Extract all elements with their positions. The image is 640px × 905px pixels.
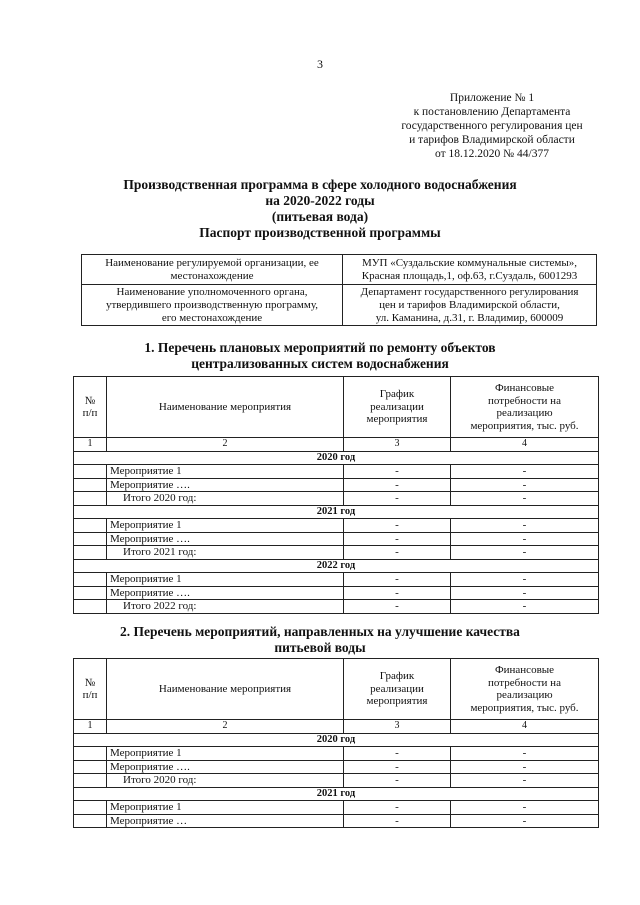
schedule-value: - [344, 478, 451, 492]
year-row [74, 733, 599, 747]
passport-row [82, 285, 597, 326]
finance-value: - [451, 747, 599, 761]
cell-text: реализацию [496, 689, 553, 701]
row-num [74, 546, 107, 560]
schedule-value: - [344, 774, 451, 788]
title-line: на 2020-2022 годы [265, 193, 375, 208]
column-number-row [74, 438, 599, 452]
cell-text: Наименование регулируемой организации, ее [105, 256, 319, 269]
year-label: 2020 год [74, 451, 599, 465]
schedule-value: - [344, 573, 451, 587]
event-name: Мероприятие …. [107, 532, 344, 546]
total-row [74, 492, 599, 506]
schedule-value: - [344, 600, 451, 614]
schedule-value: - [344, 546, 451, 560]
cell-text: реализации [370, 400, 424, 413]
cell-text: цен и тарифов Владимирской области, [379, 298, 560, 311]
cell-text: потребности на [488, 394, 561, 407]
finance-value: - [451, 774, 599, 788]
column-number: 3 [344, 438, 451, 452]
table-row [74, 586, 599, 600]
appendix-line: Приложение № 1 [449, 92, 535, 104]
title-line: (питьевая вода) [271, 209, 369, 224]
finance-value: - [451, 492, 599, 506]
finance-value: - [451, 586, 599, 600]
cell-text: мероприятия, тыс. руб. [470, 701, 579, 714]
schedule-value: - [344, 532, 451, 546]
header-schedule [344, 659, 451, 720]
row-num [74, 801, 107, 815]
finance-value: - [451, 573, 599, 587]
event-name: Мероприятие …. [107, 478, 344, 492]
table-row [74, 519, 599, 533]
cell-text: п/п [82, 407, 98, 419]
cell-text: МУП «Суздальские коммунальные системы», [361, 256, 578, 269]
cell-text: График [379, 670, 415, 683]
table-header-row [74, 377, 599, 438]
column-number: 2 [107, 438, 344, 452]
finance-value: - [451, 465, 599, 479]
event-name: Мероприятие 1 [107, 465, 344, 479]
column-number: 1 [74, 720, 107, 734]
appendix-header [387, 91, 597, 161]
title-line: Паспорт производственной программы [199, 225, 441, 240]
column-number: 1 [74, 438, 107, 452]
row-num [74, 747, 107, 761]
total-label: Итого 2022 год: [107, 600, 344, 614]
event-name: Мероприятие 1 [107, 573, 344, 587]
cell-text: ул. Каманина, д.31, г. Владимир, 600009 [375, 311, 564, 324]
row-num [74, 586, 107, 600]
cell-text: Департамент государственного регулирования [360, 285, 579, 298]
table-row [74, 478, 599, 492]
finance-value: - [451, 801, 599, 815]
cell-text: Наименование уполномоченного органа, [116, 285, 308, 298]
cell-text: потребности на [488, 676, 561, 689]
passport-table [81, 254, 597, 326]
total-label: Итого 2020 год: [107, 492, 344, 506]
event-name: Мероприятие …. [107, 760, 344, 774]
title-line: централизованных систем водоснабжения [191, 356, 449, 371]
row-num [74, 814, 107, 828]
schedule-value: - [344, 801, 451, 815]
cell-text: местонахождение [170, 269, 254, 282]
row-num [74, 573, 107, 587]
table-header-row [74, 659, 599, 720]
total-row [74, 546, 599, 560]
row-num [74, 774, 107, 788]
document-title [60, 177, 580, 241]
event-name: Мероприятие … [107, 814, 344, 828]
cell-text: реализацию [496, 407, 553, 419]
event-name: Мероприятие 1 [107, 801, 344, 815]
total-label: Итого 2021 год: [107, 546, 344, 560]
cell-text: реализации [370, 682, 424, 695]
finance-value: - [451, 519, 599, 533]
appendix-line: и тарифов Владимирской области [409, 134, 575, 146]
event-name: Мероприятие 1 [107, 519, 344, 533]
cell-text: Финансовые [494, 382, 555, 394]
finance-value: - [451, 532, 599, 546]
passport-value [343, 255, 597, 285]
row-num [74, 478, 107, 492]
header-name: Наименование мероприятия [107, 377, 344, 438]
page-number: 3 [317, 57, 323, 71]
passport-row [82, 255, 597, 285]
row-num [74, 519, 107, 533]
year-label: 2021 год [74, 505, 599, 519]
row-num [74, 600, 107, 614]
column-number: 4 [451, 438, 599, 452]
finance-value: - [451, 760, 599, 774]
header-name: Наименование мероприятия [107, 659, 344, 720]
table-row [74, 814, 599, 828]
year-label: 2022 год [74, 559, 599, 573]
year-label: 2020 год [74, 733, 599, 747]
cell-text: его местонахождение [161, 311, 263, 324]
table-row [74, 747, 599, 761]
header-finance [451, 377, 599, 438]
cell-text: мероприятия [366, 413, 428, 426]
cell-text: График [379, 388, 415, 401]
cell-text: № [84, 394, 96, 407]
total-label: Итого 2020 год: [107, 774, 344, 788]
cell-text: Финансовые [494, 664, 555, 676]
cell-text: мероприятия, тыс. руб. [470, 419, 579, 432]
header-finance [451, 659, 599, 720]
table-row [74, 465, 599, 479]
table-row [74, 801, 599, 815]
schedule-value: - [344, 747, 451, 761]
cell-text: № [84, 676, 96, 689]
passport-label [82, 255, 343, 285]
title-line: 1. Перечень плановых мероприятий по ремонту объектов [144, 340, 496, 355]
year-label: 2021 год [74, 787, 599, 801]
column-number: 4 [451, 720, 599, 734]
row-num [74, 465, 107, 479]
year-row [74, 787, 599, 801]
total-row [74, 600, 599, 614]
header-num [74, 659, 107, 720]
passport-value [343, 285, 597, 326]
cell-text: Красная площадь,1, оф.63, г.Суздаль, 6001293 [361, 269, 578, 282]
row-num [74, 492, 107, 506]
total-row [74, 774, 599, 788]
year-row [74, 505, 599, 519]
table-row [74, 573, 599, 587]
event-name: Мероприятие 1 [107, 747, 344, 761]
appendix-line: к постановлению Департамента [413, 106, 571, 118]
schedule-value: - [344, 760, 451, 774]
cell-text: мероприятия [366, 695, 428, 708]
title-line: питьевой воды [274, 640, 366, 655]
cell-text: утвердившего производственную программу, [105, 298, 318, 311]
passport-label [82, 285, 343, 326]
repair-events-table [73, 376, 599, 614]
schedule-value: - [344, 519, 451, 533]
table-row [74, 532, 599, 546]
column-number: 3 [344, 720, 451, 734]
header-schedule [344, 377, 451, 438]
row-num [74, 532, 107, 546]
schedule-value: - [344, 586, 451, 600]
finance-value: - [451, 814, 599, 828]
appendix-line: государственного регулирования цен [401, 120, 583, 132]
year-row [74, 559, 599, 573]
section-1-title [80, 340, 560, 372]
column-number-row [74, 720, 599, 734]
finance-value: - [451, 546, 599, 560]
event-name: Мероприятие …. [107, 586, 344, 600]
finance-value: - [451, 600, 599, 614]
appendix-line: от 18.12.2020 № 44/377 [435, 148, 549, 160]
quality-events-table [73, 658, 599, 828]
year-row [74, 451, 599, 465]
header-num [74, 377, 107, 438]
column-number: 2 [107, 720, 344, 734]
title-line: Производственная программа в сфере холодного водоснабжения [123, 177, 517, 192]
table-row [74, 760, 599, 774]
schedule-value: - [344, 492, 451, 506]
schedule-value: - [344, 465, 451, 479]
schedule-value: - [344, 814, 451, 828]
title-line: 2. Перечень мероприятий, направленных на улучшение качества [120, 624, 520, 639]
finance-value: - [451, 478, 599, 492]
cell-text: п/п [82, 689, 98, 701]
section-2-title [80, 624, 560, 656]
row-num [74, 760, 107, 774]
